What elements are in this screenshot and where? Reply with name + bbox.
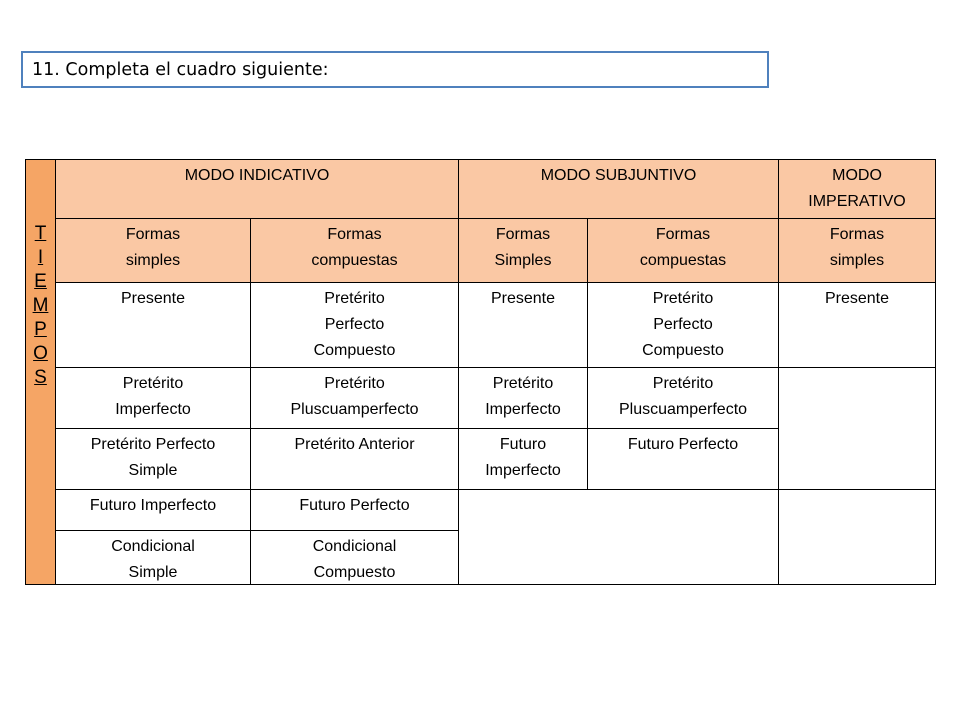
tiempos-letter: M bbox=[32, 295, 49, 316]
subheader-subjuntivo-simples: Formas Simples bbox=[458, 218, 588, 283]
subheader-subjuntivo-compuestas: Formas compuestas bbox=[587, 218, 779, 283]
header-modo-imperativo: MODO IMPERATIVO bbox=[778, 159, 936, 219]
subheader-indicativo-simples: Formas simples bbox=[55, 218, 251, 283]
table-cell: Presente bbox=[458, 282, 588, 368]
table-cell: Pretérito Perfecto Simple bbox=[55, 428, 251, 490]
table-cell: Pretérito Perfecto Compuesto bbox=[587, 282, 779, 368]
tiempos-letter: S bbox=[34, 367, 47, 388]
empty-subjuntivo-area bbox=[458, 489, 936, 585]
table-cell: Pretérito Pluscuamperfecto bbox=[250, 367, 459, 429]
table-cell: Futuro Perfecto bbox=[250, 489, 459, 531]
table-cell: Futuro Imperfecto bbox=[55, 489, 251, 531]
table-cell: Pretérito Imperfecto bbox=[458, 367, 588, 429]
table-cell: Pretérito Perfecto Compuesto bbox=[250, 282, 459, 368]
table-cell: Condicional Compuesto bbox=[250, 530, 459, 585]
subheader-imperativo-simples: Formas simples bbox=[778, 218, 936, 283]
tiempos-label bbox=[26, 222, 55, 390]
tiempos-letter: I bbox=[37, 247, 44, 268]
table-cell: Presente bbox=[55, 282, 251, 368]
tiempos-letter: E bbox=[34, 271, 47, 292]
tiempos-letter: T bbox=[34, 223, 47, 244]
subheader-indicativo-compuestas: Formas compuestas bbox=[250, 218, 459, 283]
table-cell: Condicional Simple bbox=[55, 530, 251, 585]
tiempos-letter: O bbox=[33, 343, 48, 364]
header-modo-indicativo: MODO INDICATIVO bbox=[55, 159, 459, 219]
table-cell: Presente bbox=[778, 282, 936, 368]
header-modo-subjuntivo: MODO SUBJUNTIVO bbox=[458, 159, 779, 219]
exercise-title: 11. Completa el cuadro siguiente: bbox=[21, 51, 769, 88]
table-cell: Pretérito Imperfecto bbox=[55, 367, 251, 429]
tiempos-letter: P bbox=[34, 319, 47, 340]
table-cell: Pretérito Anterior bbox=[250, 428, 459, 490]
tiempos-column bbox=[25, 159, 56, 585]
table-cell: Pretérito Pluscuamperfecto bbox=[587, 367, 779, 429]
table-cell: Futuro Imperfecto bbox=[458, 428, 588, 490]
table-cell: Futuro Perfecto bbox=[587, 428, 779, 490]
